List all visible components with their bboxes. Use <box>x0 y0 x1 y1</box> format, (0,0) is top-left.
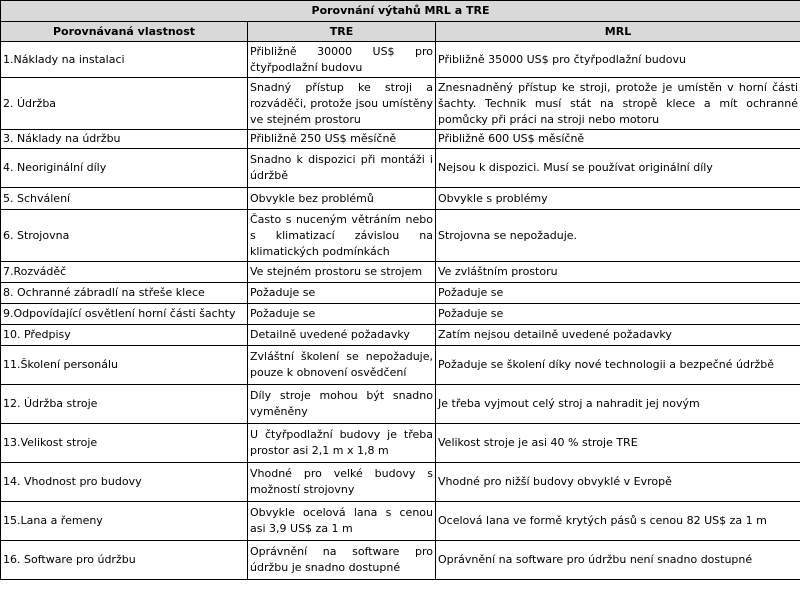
property-cell: 10. Předpisy <box>1 325 248 346</box>
table-title-row <box>1 1 800 22</box>
tre-cell: Požaduje se <box>248 283 436 304</box>
tre-cell: U čtyřpodlažní budovy je třeba prostor asi 2,1 m x 1,8 m <box>248 424 436 463</box>
property-cell: 15.Lana a řemeny <box>1 502 248 541</box>
tre-cell: Přibližně 250 US$ měsíčně <box>248 130 436 149</box>
mrl-cell: Nejsou k dispozici. Musí se používat originální díly <box>436 149 800 188</box>
table-row <box>1 304 800 325</box>
mrl-cell: Je třeba vyjmout celý stroj a nahradit jej novým <box>436 385 800 424</box>
table-row <box>1 346 800 385</box>
table-row <box>1 42 800 78</box>
table-row <box>1 262 800 283</box>
mrl-cell: Požaduje se <box>436 304 800 325</box>
table-row <box>1 424 800 463</box>
tre-cell: Snadno k dispozici při montáži i údržbě <box>248 149 436 188</box>
tre-cell: Obvykle ocelová lana s cenou asi 3,9 US$ za 1 m <box>248 502 436 541</box>
tre-cell: Snadný přístup ke stroji a rozváděči, protože jsou umístěny ve stejném prostoru <box>248 78 436 130</box>
table-row <box>1 283 800 304</box>
property-cell: 12. Údržba stroje <box>1 385 248 424</box>
property-cell: 16. Software pro údržbu <box>1 541 248 580</box>
table-row <box>1 463 800 502</box>
mrl-cell: Velikost stroje je asi 40 % stroje TRE <box>436 424 800 463</box>
mrl-cell: Vhodné pro nižší budovy obvyklé v Evropě <box>436 463 800 502</box>
mrl-cell: Ocelová lana ve formě krytých pásů s cenou 82 US$ za 1 m <box>436 502 800 541</box>
header-tre: TRE <box>248 22 436 42</box>
mrl-cell: Znesnadněný přístup ke stroji, protože je umístěn v horní části šachty. Technik musí stát na stropě klece a mít ochranné pomůcky při práci na stroji nebo motoru <box>436 78 800 130</box>
table-row <box>1 210 800 262</box>
mrl-cell: Strojovna se nepožaduje. <box>436 210 800 262</box>
mrl-cell: Zatím nejsou detailně uvedené požadavky <box>436 325 800 346</box>
table-title: Porovnání výtahů MRL a TRE <box>1 1 800 22</box>
property-cell: 4. Neoriginální díly <box>1 149 248 188</box>
mrl-cell: Přibližně 35000 US$ pro čtyřpodlažní budovu <box>436 42 800 78</box>
mrl-cell: Přibližně 600 US$ měsíčně <box>436 130 800 149</box>
mrl-cell: Požaduje se <box>436 283 800 304</box>
property-cell: 8. Ochranné zábradlí na střeše klece <box>1 283 248 304</box>
property-cell: 1.Náklady na instalaci <box>1 42 248 78</box>
property-cell: 9.Odpovídající osvětlení horní části šachty <box>1 304 248 325</box>
table-row <box>1 325 800 346</box>
table-row <box>1 188 800 210</box>
table-row <box>1 502 800 541</box>
tre-cell: Oprávnění na software pro údržbu je snadno dostupné <box>248 541 436 580</box>
property-cell: 14. Vhodnost pro budovy <box>1 463 248 502</box>
tre-cell: Zvláštní školení se nepožaduje, pouze k obnovení osvědčení <box>248 346 436 385</box>
tre-cell: Díly stroje mohou být snadno vyměněny <box>248 385 436 424</box>
tre-cell: Přibližně 30000 US$ pro čtyřpodlažní budovu <box>248 42 436 78</box>
mrl-cell: Ve zvláštním prostoru <box>436 262 800 283</box>
mrl-cell: Požaduje se školení díky nové technologii a bezpečné údržbě <box>436 346 800 385</box>
property-cell: 2. Údržba <box>1 78 248 130</box>
property-cell: 5. Schválení <box>1 188 248 210</box>
property-cell: 7.Rozváděč <box>1 262 248 283</box>
table-row <box>1 541 800 580</box>
table-row <box>1 78 800 130</box>
property-cell: 13.Velikost stroje <box>1 424 248 463</box>
property-cell: 3. Náklady na údržbu <box>1 130 248 149</box>
header-mrl: MRL <box>436 22 800 42</box>
tre-cell: Často s nuceným větráním nebo s klimatizací závislou na klimatických podmínkách <box>248 210 436 262</box>
property-cell: 11.Školení personálu <box>1 346 248 385</box>
table-row <box>1 130 800 149</box>
tre-cell: Obvykle bez problémů <box>248 188 436 210</box>
property-cell: 6. Strojovna <box>1 210 248 262</box>
table-header-row <box>1 22 800 42</box>
tre-cell: Detailně uvedené požadavky <box>248 325 436 346</box>
table-row <box>1 385 800 424</box>
mrl-cell: Oprávnění na software pro údržbu není snadno dostupné <box>436 541 800 580</box>
tre-cell: Ve stejném prostoru se strojem <box>248 262 436 283</box>
tre-cell: Požaduje se <box>248 304 436 325</box>
table-row <box>1 149 800 188</box>
mrl-cell: Obvykle s problémy <box>436 188 800 210</box>
tre-cell: Vhodné pro velké budovy s možností strojovny <box>248 463 436 502</box>
header-property: Porovnávaná vlastnost <box>1 22 248 42</box>
